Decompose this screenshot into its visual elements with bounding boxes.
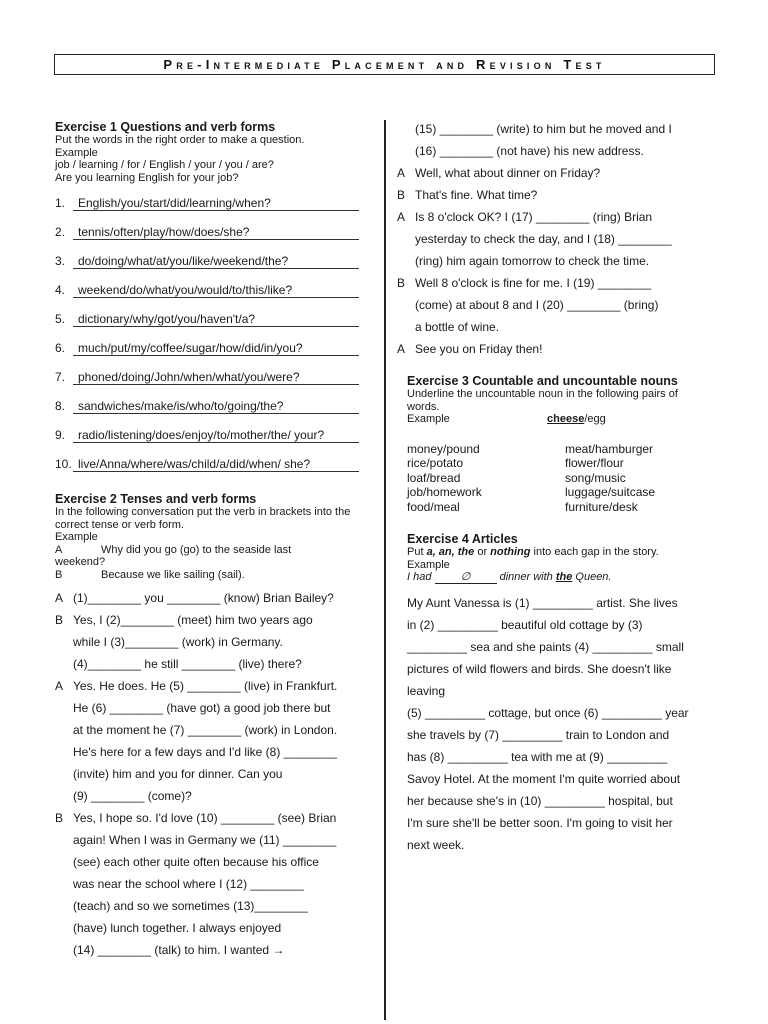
dialogue-text: while I (3)________ (work) in Germany.	[73, 635, 283, 649]
speaker-label: A	[55, 591, 64, 605]
instruction-text: Put	[407, 546, 427, 558]
story-line: (5) _________ cottage, but once (6) _________ year	[407, 706, 689, 720]
speaker-label	[55, 939, 73, 961]
left-column	[55, 120, 365, 961]
dialogue-line	[397, 272, 712, 294]
story-line: her because she's in (10) _________ hospital, but	[407, 794, 673, 808]
story-line: My Aunt Vanessa is (1) _________ artist. She lives	[407, 596, 678, 610]
example-line	[55, 556, 365, 569]
speaker-label	[397, 140, 415, 162]
question-number: 8.	[55, 399, 66, 413]
speaker-label: A	[397, 342, 406, 356]
instruction-text: or	[474, 546, 491, 558]
column-divider	[384, 120, 386, 1020]
empty-set-blank: ∅	[435, 572, 497, 584]
dialogue-line	[55, 829, 365, 851]
dialogue-line	[397, 118, 712, 140]
exercise-4-heading: Exercise 4 Articles	[407, 532, 518, 546]
dialogue-right	[397, 118, 712, 360]
example-label: Example	[407, 558, 450, 571]
dialogue-line	[397, 184, 712, 206]
dialogue-line	[397, 294, 712, 316]
exercise-2-instruction: In the following conversation put the verb in brackets into the correct tense or verb form.	[55, 506, 351, 531]
question-words: much/put/my/coffee/sugar/how/did/in/you?	[78, 341, 303, 355]
speaker-label	[55, 719, 73, 741]
dialogue-line	[55, 631, 365, 653]
speaker-label	[397, 118, 415, 140]
question-item	[55, 254, 365, 283]
test-title: Pre-Intermediate Placement and Revision Test	[163, 57, 606, 72]
dialogue-text: Yes. He does. He (5) ________ (live) in Frankfurt.	[73, 679, 338, 693]
example-label: Example	[55, 146, 98, 159]
dialogue-line	[55, 719, 365, 741]
dialogue-line	[397, 162, 712, 184]
exercise-2	[55, 492, 365, 961]
question-words: sandwiches/make/is/who/to/going/the?	[78, 399, 284, 413]
answer-line[interactable]	[73, 297, 359, 298]
example-label: Example	[55, 531, 98, 543]
dialogue-text: (come) at about 8 and I (20) ________ (bring)	[415, 298, 659, 312]
question-item	[55, 283, 365, 312]
question-item	[55, 341, 365, 370]
question-number: 10.	[55, 457, 72, 471]
question-number: 1.	[55, 196, 66, 210]
dialogue-text: (14) ________ (talk) to him. I wanted →	[73, 943, 285, 957]
dialogue-text: was near the school where I (12) ________	[73, 877, 304, 891]
question-item	[55, 370, 365, 399]
dialogue-line	[55, 741, 365, 763]
speaker-label: A	[55, 543, 63, 556]
example-line	[55, 544, 365, 557]
dialogue-line	[397, 228, 712, 250]
answer-line[interactable]	[73, 239, 359, 240]
instruction-text: into each gap in the story.	[530, 546, 659, 558]
example-text: Queen.	[572, 571, 612, 583]
dialogue-line	[55, 807, 365, 829]
example-pair	[547, 413, 606, 426]
exercise-3-example	[397, 413, 712, 426]
dialogue-text: again! When I was in Germany we (11) ________	[73, 833, 337, 847]
story-line: _________ sea and she paints (4) _________ small	[407, 640, 684, 654]
speaker-label	[397, 294, 415, 316]
question-number: 4.	[55, 283, 66, 297]
dialogue-line	[55, 851, 365, 873]
speaker-label	[55, 895, 73, 917]
dialogue-line	[55, 697, 365, 719]
question-number: 6.	[55, 341, 66, 355]
speaker-label	[55, 631, 73, 653]
dialogue-line	[55, 939, 365, 961]
dialogue-text: (see) each other quite often because his office	[73, 855, 319, 869]
exercise-3-heading: Exercise 3 Countable and uncountable nouns	[407, 374, 678, 388]
speaker-label	[397, 250, 415, 272]
question-words: live/Anna/where/was/child/a/did/when/ she?	[78, 457, 311, 471]
answer-line[interactable]	[73, 268, 359, 269]
answer-line[interactable]	[73, 413, 359, 414]
speaker-label	[55, 653, 73, 675]
dialogue-line	[55, 785, 365, 807]
instruction-nothing: nothing	[490, 546, 531, 558]
speaker-label: A	[55, 679, 64, 693]
dialogue-line	[55, 587, 365, 609]
exercise-2-heading: Exercise 2 Tenses and verb forms	[55, 492, 257, 506]
example-other-word: /egg	[584, 413, 606, 425]
dialogue-text: Well, what about dinner on Friday?	[415, 166, 601, 180]
dialogue-text: See you on Friday then!	[415, 342, 543, 356]
answer-line[interactable]	[73, 355, 359, 356]
answer-line[interactable]	[73, 384, 359, 385]
speaker-label: B	[55, 568, 63, 581]
dialogue-text: (invite) him and you for dinner. Can you	[73, 767, 283, 781]
question-words: tennis/often/play/how/does/she?	[78, 225, 250, 239]
exercise-4	[397, 532, 712, 856]
dialogue-line	[55, 917, 365, 939]
question-item	[55, 399, 365, 428]
example-label: Example	[407, 413, 450, 425]
dialogue-text: (9) ________ (come)?	[73, 789, 192, 803]
dialogue-text: (teach) and so we sometimes (13)________	[73, 899, 308, 913]
test-title-box	[54, 54, 715, 75]
speaker-label: B	[397, 188, 406, 202]
question-list	[55, 196, 365, 486]
story-line: next week.	[407, 838, 465, 852]
word-pair[interactable]: meat/hamburger	[565, 441, 654, 456]
speaker-label	[397, 316, 415, 338]
speaker-label: B	[55, 613, 64, 627]
dialogue-text: He (6) ________ (have got) a good job there but	[73, 701, 331, 715]
dialogue-text: a bottle of wine.	[415, 320, 500, 334]
word-pairs-grid	[397, 442, 712, 515]
example-line-text: Because we like sailing (sail).	[101, 568, 245, 581]
right-column	[397, 120, 712, 856]
dialogue-line	[397, 338, 712, 360]
story-line: has (8) _________ tea with me at (9) _________	[407, 750, 668, 764]
word-pair[interactable]: rice/potato	[407, 456, 464, 470]
word-pair[interactable]: money/pound	[407, 441, 480, 456]
answer-line[interactable]	[73, 442, 359, 443]
question-words: radio/listening/does/enjoy/to/mother/the/ your?	[78, 428, 325, 442]
speaker-label	[55, 851, 73, 873]
exercise-2-example	[55, 544, 365, 582]
story-line: she travels by (7) _________ train to London and	[407, 728, 670, 742]
speaker-label: B	[397, 276, 406, 290]
speaker-label	[55, 829, 73, 851]
dialogue-text: (have) lunch together. I always enjoyed	[73, 921, 282, 935]
dialogue-line	[397, 250, 712, 272]
dialogue-text: Well 8 o'clock is fine for me. I (19) ________	[415, 276, 652, 290]
word-pair[interactable]: song/music	[565, 470, 626, 485]
question-item	[55, 428, 365, 457]
speaker-label: A	[397, 166, 406, 180]
dialogue-text: (1)________ you ________ (know) Brian Bailey?	[73, 591, 334, 605]
dialogue-text: Yes, I hope so. I'd love (10) ________ (see) Brian	[73, 811, 337, 825]
instruction-articles: a, an, the	[426, 546, 475, 558]
example-underlined-word: cheese	[547, 413, 585, 425]
exercise-3	[397, 374, 712, 514]
word-pair[interactable]: food/meal	[407, 499, 460, 514]
dialogue-line	[55, 873, 365, 895]
dialogue-text: That's fine. What time?	[415, 188, 538, 202]
dialogue-text: Yes, I (2)________ (meet) him two years ago	[73, 613, 313, 627]
example-line-text: Why did you go (go) to the seaside last	[101, 543, 292, 556]
question-number: 9.	[55, 428, 66, 442]
dialogue-text: at the moment he (7) ________ (work) in London.	[73, 723, 338, 737]
story-line: leaving	[407, 684, 446, 698]
dialogue-text: (16) ________ (not have) his new address.	[415, 144, 644, 158]
question-words: dictionary/why/got/you/haven't/a?	[78, 312, 256, 326]
question-words: English/you/start/did/learning/when?	[78, 196, 271, 210]
word-pair[interactable]: job/homework	[407, 485, 482, 499]
dialogue-line	[397, 140, 712, 162]
answer-line[interactable]	[73, 471, 359, 472]
question-item	[55, 312, 365, 341]
question-words: phoned/doing/John/when/what/you/were?	[78, 370, 300, 384]
exercise-1-instruction: Put the words in the right order to make a question.	[55, 134, 305, 146]
question-item	[55, 196, 365, 225]
dialogue-text: (4)________ he still ________ (live) there?	[73, 657, 302, 671]
exercise-4-example	[407, 571, 712, 584]
dialogue-line	[55, 763, 365, 785]
speaker-label: A	[397, 210, 406, 224]
dialogue-text: Is 8 o'clock OK? I (17) ________ (ring) Brian	[415, 210, 653, 224]
example-answer: Are you learning English for your job?	[55, 171, 239, 184]
word-pair[interactable]: flower/flour	[565, 456, 624, 470]
example-line	[55, 569, 365, 582]
story-text	[407, 592, 712, 856]
dialogue-text: He's here for a few days and I'd like (8) ________	[73, 745, 338, 759]
example-prompt: job / learning / for / English / your / you / are?	[55, 159, 274, 171]
example-text: I had	[407, 571, 435, 583]
exercise-4-instruction	[407, 546, 712, 559]
dialogue-line	[55, 609, 365, 631]
dialogue-line	[55, 895, 365, 917]
example-text: dinner with	[496, 571, 556, 583]
question-words: weekend/do/what/you/would/to/this/like?	[78, 283, 293, 297]
question-number: 7.	[55, 370, 66, 384]
word-pair[interactable]: loaf/bread	[407, 470, 461, 485]
example-line-text: weekend?	[55, 556, 106, 568]
speaker-label	[55, 763, 73, 785]
exercise-1-heading: Exercise 1 Questions and verb forms	[55, 120, 276, 134]
dialogue-text: (15) ________ (write) to him but he moved and I	[415, 122, 672, 136]
speaker-label	[397, 228, 415, 250]
dialogue-left	[55, 587, 365, 961]
answer-line[interactable]	[73, 210, 359, 211]
dialogue-text: yesterday to check the day, and I (18) ________	[415, 232, 672, 246]
example-underlined-the: the	[555, 571, 573, 583]
answer-line[interactable]	[73, 326, 359, 327]
exercise-3-instruction: Underline the uncountable noun in the following pairs of words.	[407, 388, 678, 413]
question-number: 5.	[55, 312, 66, 326]
question-item	[55, 225, 365, 254]
exercise-1	[55, 120, 365, 486]
question-number: 2.	[55, 225, 66, 239]
speaker-label: B	[55, 811, 64, 825]
word-pair[interactable]: furniture/desk	[565, 499, 638, 514]
dialogue-line	[55, 675, 365, 697]
speaker-label	[55, 785, 73, 807]
question-words: do/doing/what/at/you/like/weekend/the?	[78, 254, 289, 268]
dialogue-line	[55, 653, 365, 675]
question-item	[55, 457, 365, 486]
speaker-label	[55, 873, 73, 895]
story-line: Savoy Hotel. At the moment I'm quite worried about	[407, 772, 681, 786]
question-number: 3.	[55, 254, 66, 268]
dialogue-line	[397, 316, 712, 338]
dialogue-text: (ring) him again tomorrow to check the time.	[415, 254, 650, 268]
story-line: in (2) _________ beautiful old cottage by (3)	[407, 618, 643, 632]
story-line: pictures of wild flowers and birds. She doesn't like	[407, 662, 672, 676]
speaker-label	[55, 697, 73, 719]
speaker-label	[55, 917, 73, 939]
speaker-label	[55, 741, 73, 763]
story-line: I'm sure she'll be better soon. I'm going to visit her	[407, 816, 673, 830]
word-pair[interactable]: luggage/suitcase	[565, 485, 656, 499]
dialogue-line	[397, 206, 712, 228]
